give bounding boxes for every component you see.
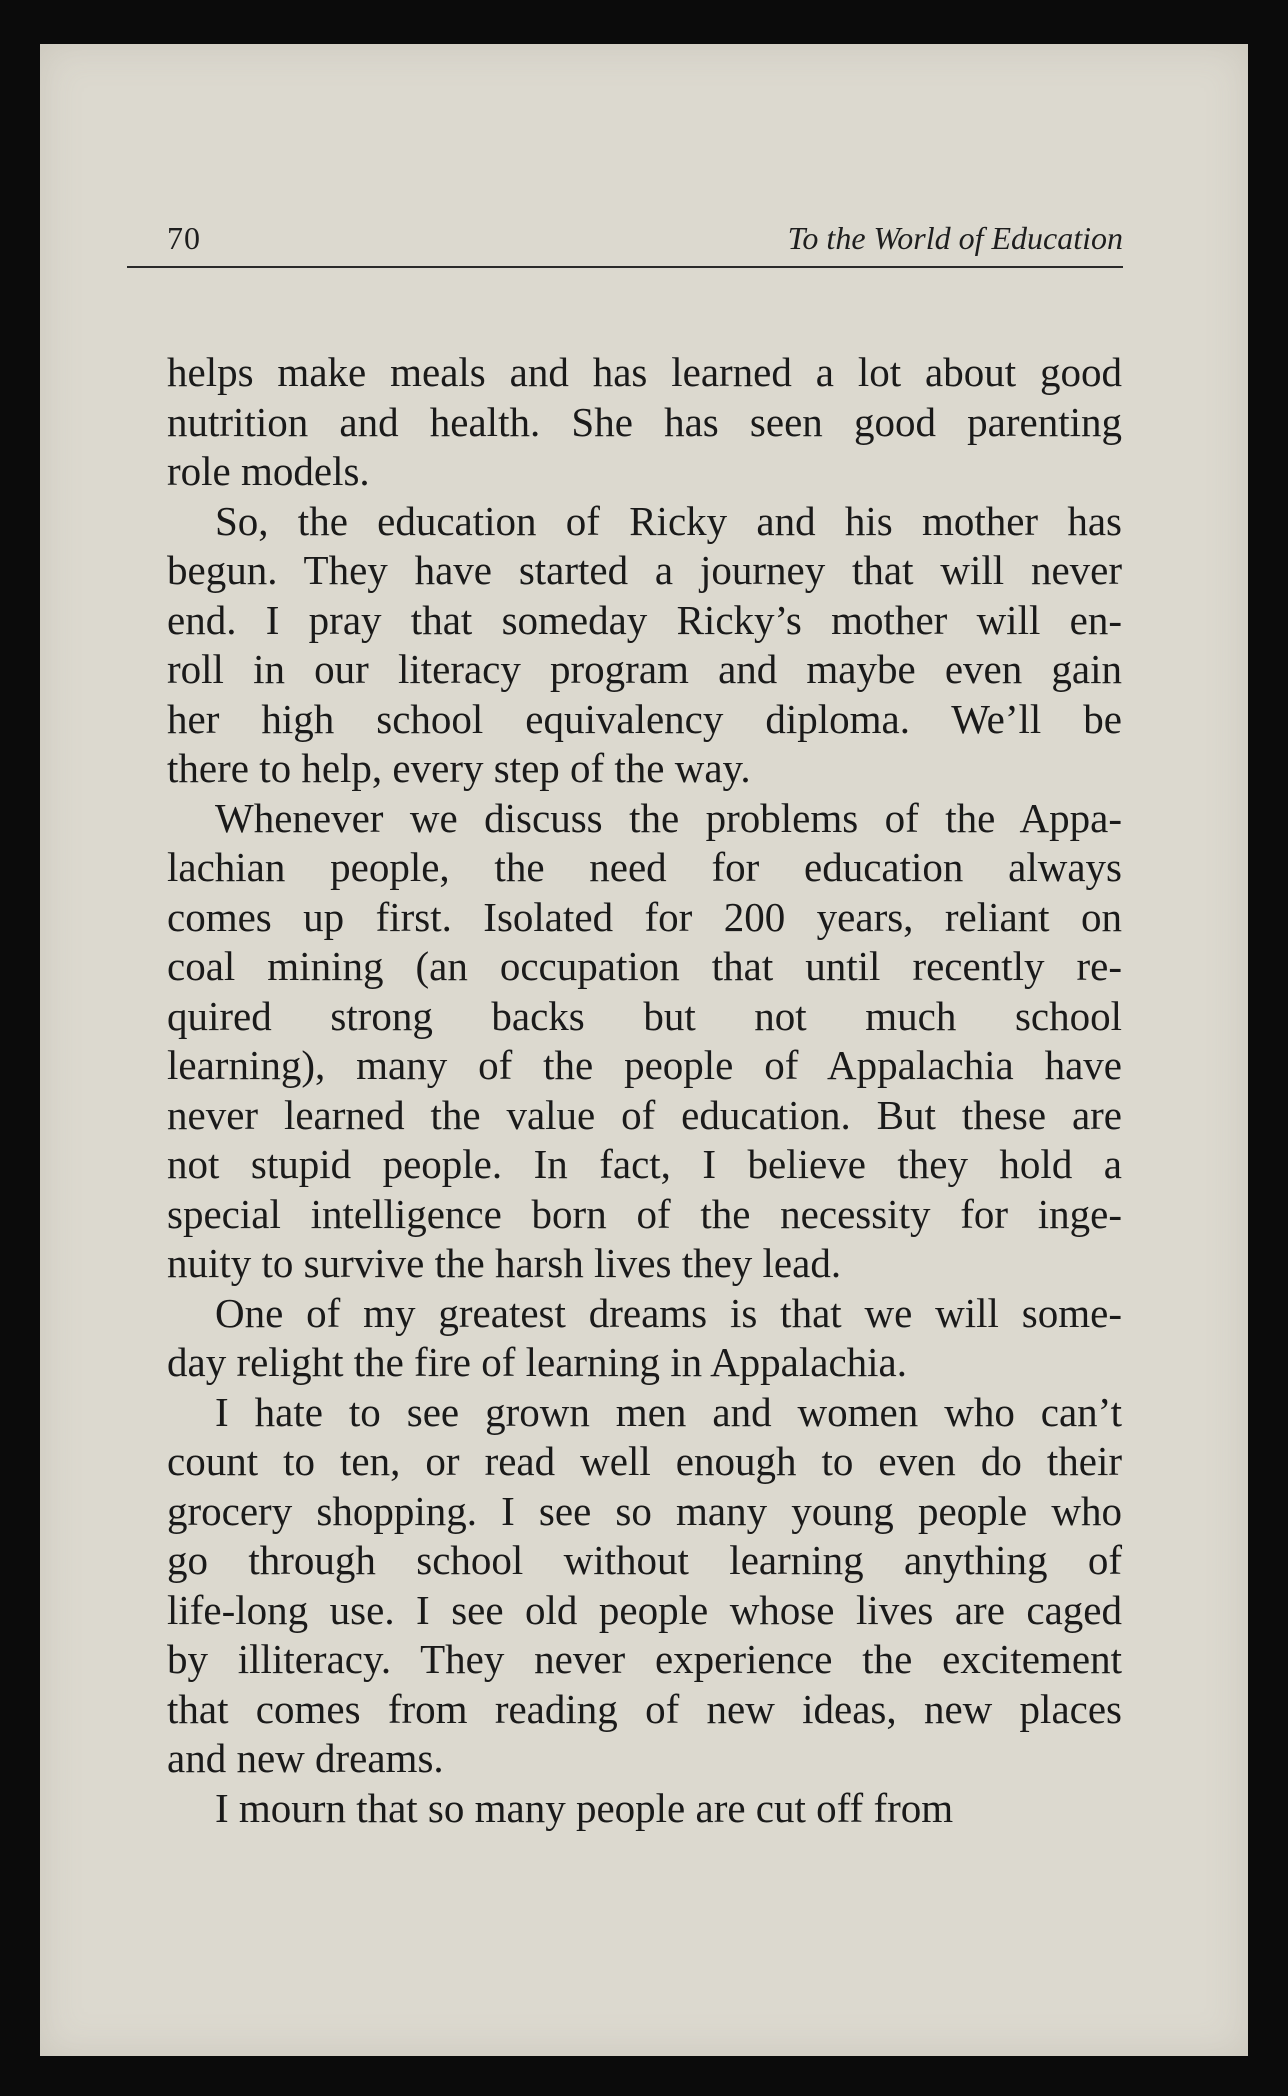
text-line: grocery shopping. I see so many young people who [167,1487,1122,1534]
text-line: comes up first. Isolated for 200 years, reliant on [167,893,1122,940]
text-line: that comes from reading of new ideas, new places [167,1685,1122,1732]
text-line: role models. [167,448,370,494]
paragraph [167,348,1122,497]
text-line: never learned the value of education. But these are [167,1091,1122,1138]
paragraph [167,794,1122,1289]
text-line: learning), many of the people of Appalachia have [167,1042,1122,1088]
text-line: not stupid people. In fact, I believe they hold a [167,1141,1122,1187]
body-text [167,348,1122,1833]
text-line: coal mining (an occupation that until recently re- [167,943,1122,989]
text-line: special intelligence born of the necessity for inge- [167,1190,1122,1237]
text-line: helps make meals and has learned a lot about good [167,349,1122,395]
text-line: So, the education of Ricky and his mother has [215,497,1122,544]
text-line: day relight the fire of learning in Appalachia. [167,1339,908,1385]
paragraph [167,1289,1122,1388]
text-line: One of my greatest dreams is that we will some- [215,1289,1122,1336]
text-line: Whenever we discuss the problems of the Appa- [215,794,1122,841]
text-line: her high school equivalency diploma. We’ll be [167,695,1122,742]
text-line: quired strong backs but not much school [167,992,1122,1039]
text-line: life-long use. I see old people whose lives are caged [167,1586,1122,1633]
text-line: by illiteracy. They never experience the excitement [167,1636,1122,1682]
running-header [127,216,1123,268]
text-line: go through school without learning anything of [167,1537,1122,1583]
text-line: lachian people, the need for education always [167,844,1122,890]
paragraph [167,1784,1122,1834]
running-title: To the World of Education [787,220,1123,256]
text-line: end. I pray that someday Ricky’s mother will en- [167,596,1122,643]
text-line: count to ten, or read well enough to even do their [167,1438,1122,1484]
text-line: there to help, every step of the way. [167,745,751,791]
text-line: and new dreams. [167,1735,444,1781]
paragraph [167,497,1122,794]
text-line: roll in our literacy program and maybe even gain [167,646,1122,692]
page-number: 70 [167,220,201,256]
text-line: begun. They have started a journey that will never [167,547,1122,593]
text-line: nutrition and health. She has seen good parenting [167,398,1122,445]
text-line: I hate to see grown men and women who can’t [215,1388,1122,1435]
text-line: nuity to survive the harsh lives they lead. [167,1240,842,1286]
paragraph [167,1388,1122,1784]
text-line: I mourn that so many people are cut off from [215,1784,954,1831]
